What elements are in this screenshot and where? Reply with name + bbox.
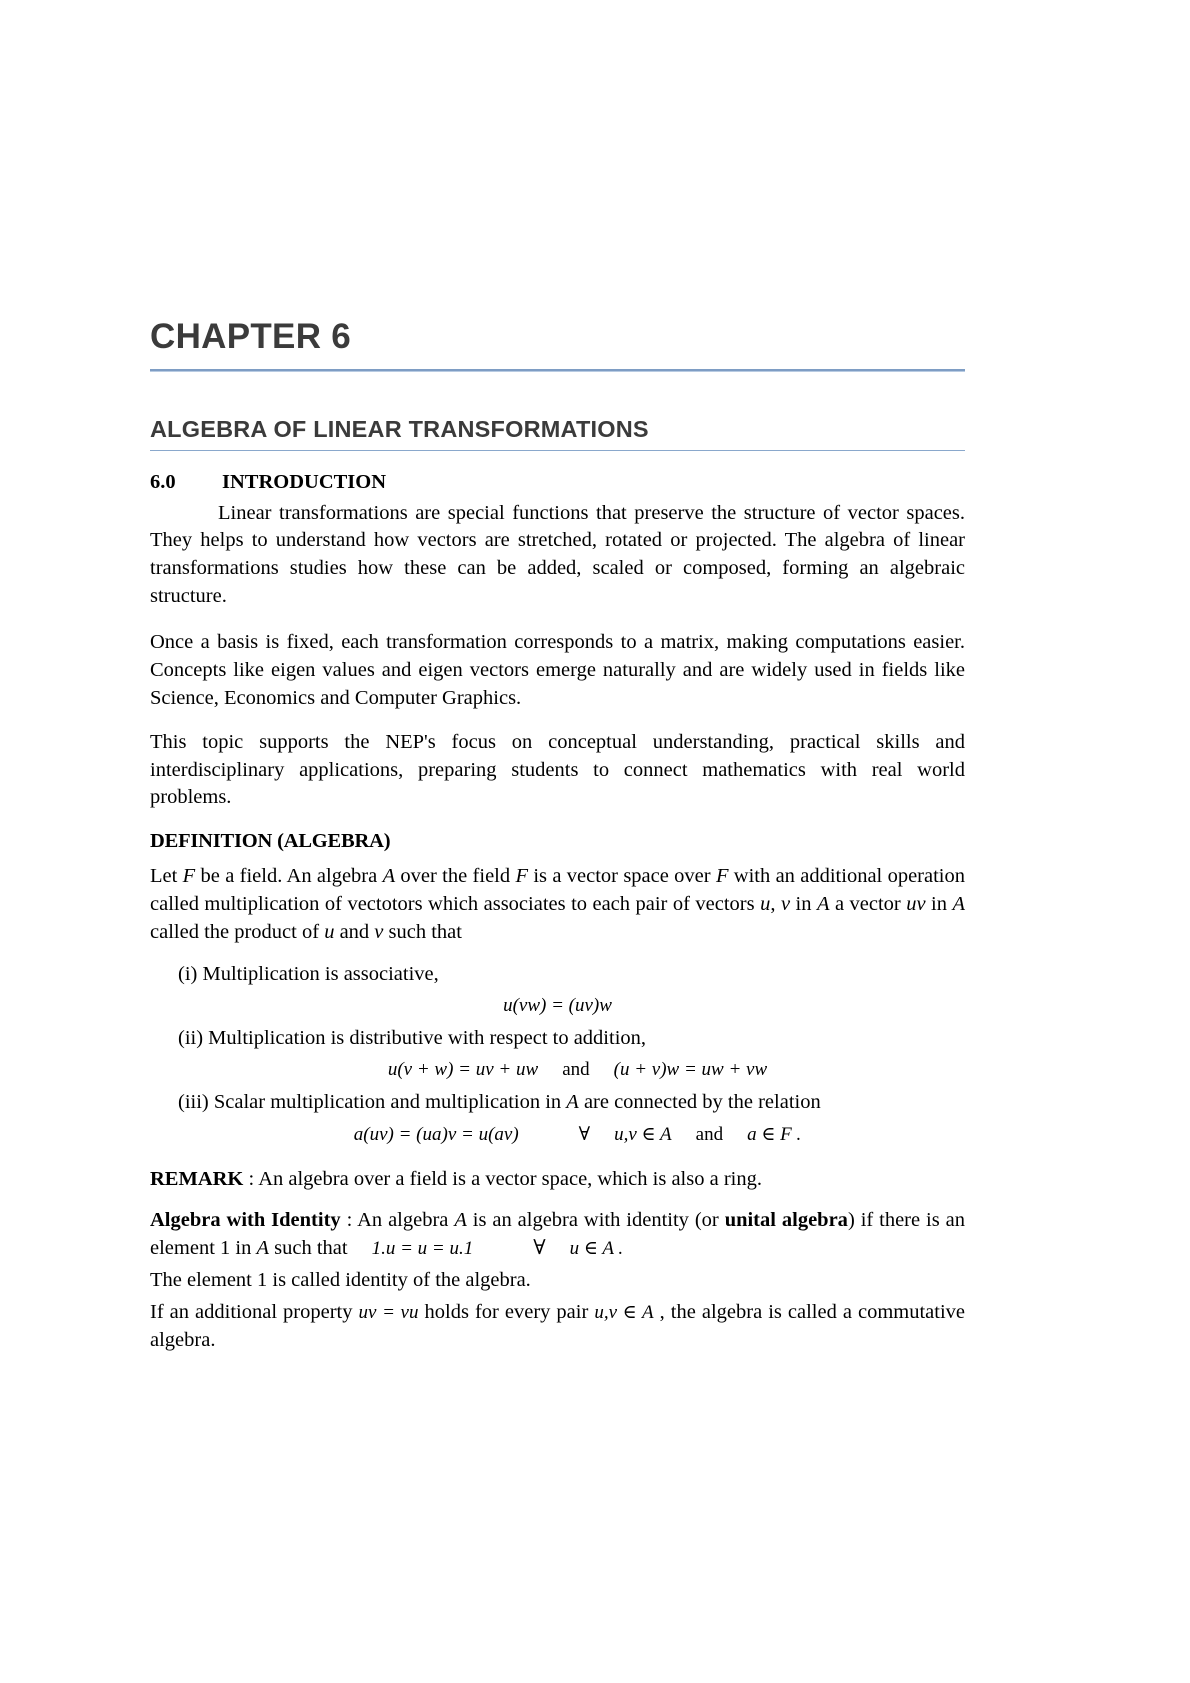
defn-t6: , bbox=[770, 893, 781, 916]
intro-label: INTRODUCTION bbox=[222, 470, 387, 493]
defn-v4: F bbox=[715, 865, 729, 888]
definition-item-i-equation: u(vw) = (uv)w bbox=[503, 994, 612, 1016]
defn-t12: such that bbox=[383, 921, 462, 943]
identity-quantifier: ∀ bbox=[533, 1237, 546, 1260]
defn-v5: u bbox=[760, 893, 771, 916]
definition-item-iii-equation bbox=[150, 1123, 965, 1146]
eq-iii-cond-left: u,v ∈ A bbox=[614, 1123, 672, 1145]
identity-line3 bbox=[150, 1299, 965, 1355]
defn-v10: u bbox=[324, 921, 335, 943]
definition-heading: DEFINITION (ALGEBRA) bbox=[150, 830, 391, 853]
defn-t2: be a field. An algebra bbox=[195, 865, 383, 888]
item-iii-post: are connected by the relation bbox=[578, 1090, 821, 1113]
identity-t1: : An algebra bbox=[340, 1209, 455, 1232]
identity-line3-t3: , the algebra is called a commutative algebra. bbox=[150, 1301, 965, 1351]
eq-iii-main: a(uv) = (ua)v = u(av) bbox=[353, 1123, 519, 1145]
eq-ii-left: u(v + w) = uv + uw bbox=[387, 1058, 539, 1080]
identity-line3-eq1: uv = vu bbox=[358, 1302, 419, 1323]
section-title: ALGEBRA OF LINEAR TRANSFORMATIONS bbox=[150, 415, 649, 442]
identity-t3: ) if there is an element 1 in bbox=[150, 1209, 965, 1260]
eq-iii-cond-joiner: and bbox=[695, 1123, 724, 1145]
identity-t4: such that bbox=[269, 1237, 348, 1260]
eq-ii-right: (u + v)w = uw + vw bbox=[613, 1058, 768, 1080]
item-iii-var: A bbox=[566, 1090, 579, 1113]
page-content bbox=[150, 318, 965, 1371]
defn-v3: F bbox=[515, 865, 528, 888]
identity-line3-eq2: u,v ∈ A bbox=[594, 1302, 654, 1323]
remark-block bbox=[150, 1166, 965, 1355]
defn-v8: uv bbox=[906, 893, 926, 916]
remark-paragraph bbox=[150, 1166, 965, 1194]
defn-v6: v bbox=[780, 893, 791, 916]
defn-t5: with an additional operation called multiplication of vectotors which associates to each pair of vectors bbox=[150, 865, 965, 916]
intro-paragraph-3: This topic supports the NEP's focus on conceptual understanding, practical skills and interdisciplinary applications, preparing students to connect mathematics with real world problems. bbox=[150, 730, 965, 809]
chapter-title-rule bbox=[150, 369, 965, 372]
definition-lead-paragraph bbox=[150, 863, 965, 947]
intro-heading bbox=[150, 471, 965, 494]
defn-v11: v bbox=[374, 921, 384, 943]
defn-v1: F bbox=[182, 865, 196, 888]
identity-bold-term: unital algebra bbox=[724, 1209, 848, 1232]
defn-t10: called the product of bbox=[150, 921, 325, 943]
definition-item-ii-equation bbox=[150, 1059, 965, 1081]
definition-item-iii-label bbox=[150, 1089, 965, 1117]
defn-t3: over the field bbox=[395, 865, 516, 888]
defn-t7: in bbox=[790, 893, 817, 916]
identity-label: Algebra with Identity bbox=[150, 1209, 341, 1232]
defn-v9: A bbox=[952, 893, 965, 916]
eq-iii-quantifier: ∀ bbox=[578, 1123, 591, 1145]
eq-iii-cond-right: a ∈ F . bbox=[747, 1123, 802, 1145]
definition-item-i-label: (i) Multiplication is associative, bbox=[178, 962, 439, 985]
eq-ii-joiner: and bbox=[562, 1058, 590, 1080]
defn-t9: in bbox=[925, 893, 953, 916]
identity-line3-t2: holds for every pair bbox=[418, 1301, 595, 1323]
identity-line3-t1: If an additional property bbox=[150, 1301, 359, 1323]
intro-paragraph-2: Once a basis is fixed, each transformation corresponds to a matrix, making computations easier. Concepts like eigen values and eigen vectors emerge naturally and are widely used in fields like Science, Economics and Computer Graphics. bbox=[150, 631, 965, 709]
chapter-title: CHAPTER 6 bbox=[150, 317, 352, 356]
defn-t11: and bbox=[334, 921, 375, 943]
identity-t2: is an algebra with identity (or bbox=[466, 1209, 725, 1232]
defn-v7: A bbox=[816, 893, 830, 916]
identity-v2: A bbox=[256, 1237, 269, 1260]
defn-v2: A bbox=[382, 865, 396, 888]
defn-t8: a vector bbox=[829, 893, 907, 916]
identity-line2: The element 1 is called identity of the algebra. bbox=[150, 1269, 531, 1292]
intro-paragraph-1: Linear transformations are special functions that preserve the structure of vector spaces. They helps to understand how vectors are stretched, rotated or projected. The algebra of linear transformations studies how these can be added, scaled or composed, forming an algebraic structure. bbox=[150, 501, 965, 608]
identity-equation: 1.u = u = u.1 bbox=[371, 1238, 474, 1260]
item-iii-pre: (iii) Scalar multiplication and multiplication in bbox=[178, 1090, 567, 1113]
identity-paragraph bbox=[150, 1207, 965, 1263]
identity-condition: u ∈ A . bbox=[569, 1238, 624, 1260]
remark-label: REMARK bbox=[150, 1167, 244, 1190]
identity-v1: A bbox=[454, 1209, 467, 1232]
intro-number: 6.0 bbox=[150, 470, 176, 493]
defn-t4: is a vector space over bbox=[528, 865, 716, 888]
defn-t1: Let bbox=[150, 865, 183, 888]
section-title-rule bbox=[150, 450, 965, 451]
remark-text: : An algebra over a field is a vector space, which is also a ring. bbox=[243, 1167, 762, 1190]
definition-item-ii-label: (ii) Multiplication is distributive with respect to addition, bbox=[178, 1026, 647, 1049]
